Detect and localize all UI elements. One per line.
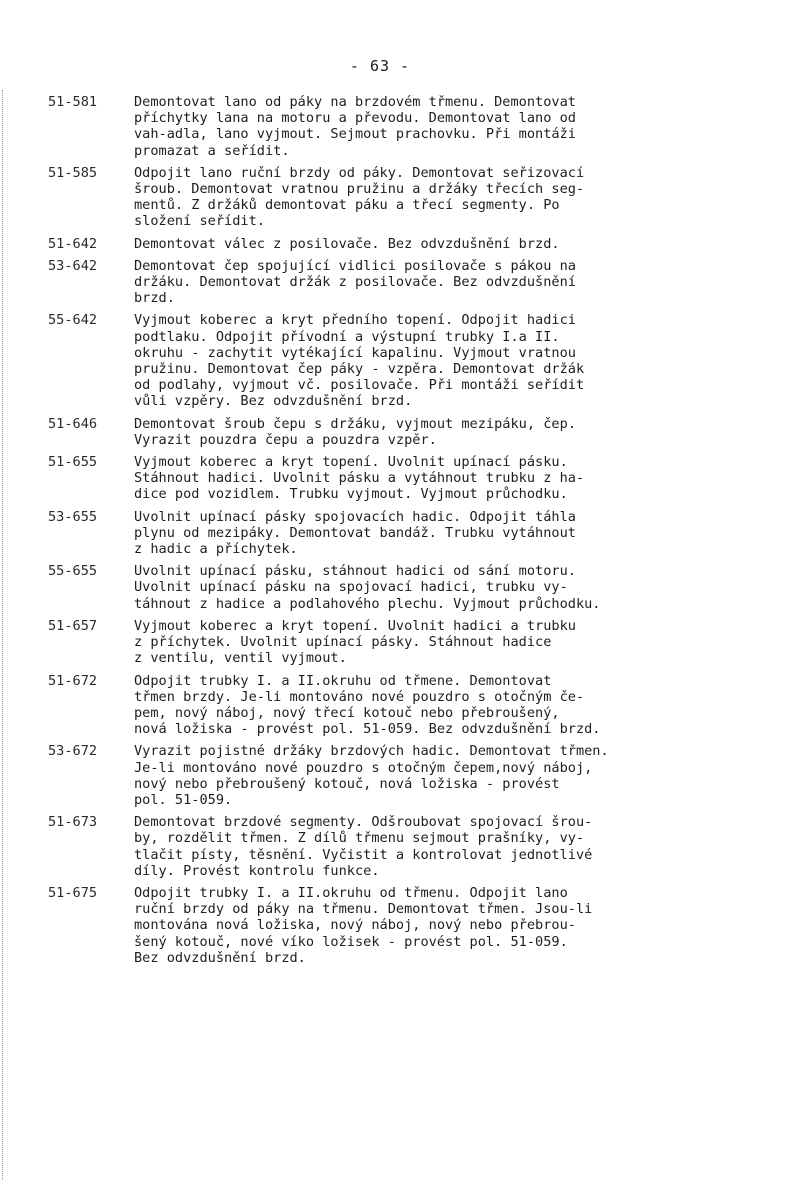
- operation-description: [134, 563, 768, 612]
- operation-description: [134, 258, 768, 307]
- operation-code: 51-646: [48, 415, 98, 432]
- operation-code: 53-672: [48, 743, 98, 760]
- description-line: Vyrazit pojistné držáky brzdových hadic. Demontovat třmen.: [134, 743, 609, 760]
- description-line: promazat a seřídit.: [134, 142, 290, 159]
- operation-entry: [48, 673, 768, 738]
- operation-entry: [48, 885, 768, 966]
- operation-description: [134, 94, 768, 159]
- description-line: mentů. Z držáků demontovat páku a třecí segmenty. Po: [134, 197, 560, 214]
- description-line: ruční brzdy od páky na třmenu. Demontovat třmen. Jsou-li: [134, 901, 593, 918]
- description-line: Vyrazit pouzdra čepu a pouzdra vzpěr.: [134, 431, 437, 448]
- operation-code: 51-642: [48, 235, 98, 252]
- operation-entry: [48, 618, 768, 667]
- operation-entry: [48, 814, 768, 879]
- description-line: Demontovat šroub čepu s držáku, vyjmout mezipáku, čep.: [134, 415, 576, 432]
- page-number: - 63 -: [349, 57, 411, 75]
- operation-code: 55-655: [48, 563, 98, 580]
- description-line: vůli vzpěry. Bez odvzdušnění brzd.: [134, 393, 413, 410]
- operation-description: [134, 743, 768, 808]
- operation-description: [134, 509, 768, 558]
- description-line: třmen brzdy. Je-li montováno nové pouzdro s otočným če-: [134, 688, 585, 705]
- description-line: Je-li montováno nové pouzdro s otočným čepem,nový náboj,: [134, 759, 593, 776]
- description-line: Odpojit trubky I. a II.okruhu od třmenu. Odpojit lano: [134, 884, 568, 901]
- operation-description: [134, 673, 768, 738]
- description-line: Demontovat čep spojující vidlici posilovače s pákou na: [134, 257, 576, 274]
- description-line: tlačit písty, těsnění. Vyčistit a kontrolovat jednotlivé: [134, 846, 593, 863]
- operation-entry: [48, 416, 768, 448]
- operation-description: [134, 885, 768, 966]
- operation-entry: [48, 509, 768, 558]
- operation-code: 51-672: [48, 672, 98, 689]
- description-line: plynu od mezipáky. Demontovat bandáž. Trubku vytáhnout: [134, 524, 576, 541]
- operations-list: [48, 94, 768, 972]
- description-line: podtlaku. Odpojit přívodní a výstupní trubky I.a II.: [134, 328, 560, 345]
- description-line: příchytky lana na motoru a převodu. Demontovat lano od: [134, 110, 576, 127]
- description-line: Odpojit trubky I. a II.okruhu od třmene. Demontovat: [134, 672, 552, 689]
- description-line: z ventilu, ventil vyjmout.: [134, 650, 347, 667]
- description-line: okruhu - zachytit vytékající kapalinu. Vyjmout vratnou: [134, 344, 576, 361]
- description-line: Demontovat válec z posilovače. Bez odvzdušnění brzd.: [134, 235, 560, 252]
- description-line: složení seřídit.: [134, 213, 265, 230]
- description-line: šený kotouč, nové víko ložisek - provést pol. 51-059.: [134, 933, 568, 950]
- description-line: z hadic a příchytek.: [134, 541, 298, 558]
- description-line: Demontovat brzdové segmenty. Odšroubovat spojovací šrou-: [134, 814, 593, 831]
- binding-edge-divider: [2, 90, 3, 1180]
- description-line: Vyjmout koberec a kryt topení. Uvolnit hadici a trubku: [134, 617, 576, 634]
- operation-entry: [48, 312, 768, 409]
- operation-entry: [48, 94, 768, 159]
- description-line: od podlahy, vyjmout vč. posilovače. Při montáži seřídit: [134, 377, 585, 394]
- operation-description: [134, 454, 768, 503]
- operation-entry: [48, 165, 768, 230]
- description-line: montována nová ložiska, nový náboj, nový nebo přebrou-: [134, 917, 576, 934]
- description-line: Demontovat lano od páky na brzdovém třmenu. Demontovat: [134, 94, 576, 110]
- operation-code: 51-585: [48, 164, 98, 181]
- operation-description: [134, 165, 768, 230]
- operation-entry: [48, 563, 768, 612]
- description-line: vah-adla, lano vyjmout. Sejmout prachovku. Při montáži: [134, 126, 576, 143]
- operation-code: 55-642: [48, 312, 98, 329]
- operation-code: 51-655: [48, 454, 98, 471]
- operation-description: [134, 814, 768, 879]
- operation-code: 51-673: [48, 814, 98, 831]
- description-line: Stáhnout hadici. Uvolnit pásku a vytáhnout trubku z ha-: [134, 470, 585, 487]
- operation-code: 51-675: [48, 884, 98, 901]
- operation-code: 53-642: [48, 257, 98, 274]
- operation-code: 51-581: [48, 94, 98, 110]
- description-line: táhnout z hadice a podlahového plechu. Vyjmout průchodku.: [134, 595, 601, 612]
- description-line: nový nebo přebroušený kotouč, nová ložiska - provést: [134, 775, 560, 792]
- operation-code: 53-655: [48, 508, 98, 525]
- operation-entry: [48, 454, 768, 503]
- description-line: Uvolnit upínací pásku na spojovací hadici, trubku vy-: [134, 579, 568, 596]
- description-line: Odpojit lano ruční brzdy od páky. Demontovat seřizovací: [134, 164, 585, 181]
- description-line: Vyjmout koberec a kryt topení. Uvolnit upínací pásku.: [134, 454, 568, 471]
- description-line: pem, nový náboj, nový třecí kotouč nebo přebroušený,: [134, 704, 560, 721]
- description-line: Uvolnit upínací pásku, stáhnout hadici od sání motoru.: [134, 563, 576, 580]
- description-line: z příchytek. Uvolnit upínací pásky. Stáhnout hadice: [134, 634, 552, 651]
- description-line: Bez odvzdušnění brzd.: [134, 949, 306, 966]
- description-line: by, rozdělit třmen. Z dílů třmenu sejmout prašníky, vy-: [134, 830, 585, 847]
- description-line: pol. 51-059.: [134, 791, 233, 808]
- description-line: šroub. Demontovat vratnou pružinu a držáky třecích seg-: [134, 181, 585, 198]
- description-line: pružinu. Demontovat čep páky - vzpěra. Demontovat držák: [134, 361, 585, 378]
- description-line: díly. Provést kontrolu funkce.: [134, 862, 380, 879]
- description-line: držáku. Demontovat držák z posilovače. Bez odvzdušnění: [134, 274, 576, 291]
- description-line: nová ložiska - provést pol. 51-059. Bez odvzdušnění brzd.: [134, 721, 601, 738]
- operation-description: [134, 618, 768, 667]
- description-line: brzd.: [134, 290, 175, 307]
- description-line: Uvolnit upínací pásky spojovacích hadic. Odpojit táhla: [134, 508, 576, 525]
- operation-entry: [48, 236, 768, 252]
- operation-code: 51-657: [48, 617, 98, 634]
- operation-description: [134, 236, 768, 252]
- operation-description: [134, 312, 768, 409]
- description-line: Vyjmout koberec a kryt předního topení. Odpojit hadici: [134, 312, 576, 329]
- description-line: dice pod vozidlem. Trubku vyjmout. Vyjmout průchodku.: [134, 486, 568, 503]
- operation-description: [134, 416, 768, 448]
- operation-entry: [48, 258, 768, 307]
- operation-entry: [48, 743, 768, 808]
